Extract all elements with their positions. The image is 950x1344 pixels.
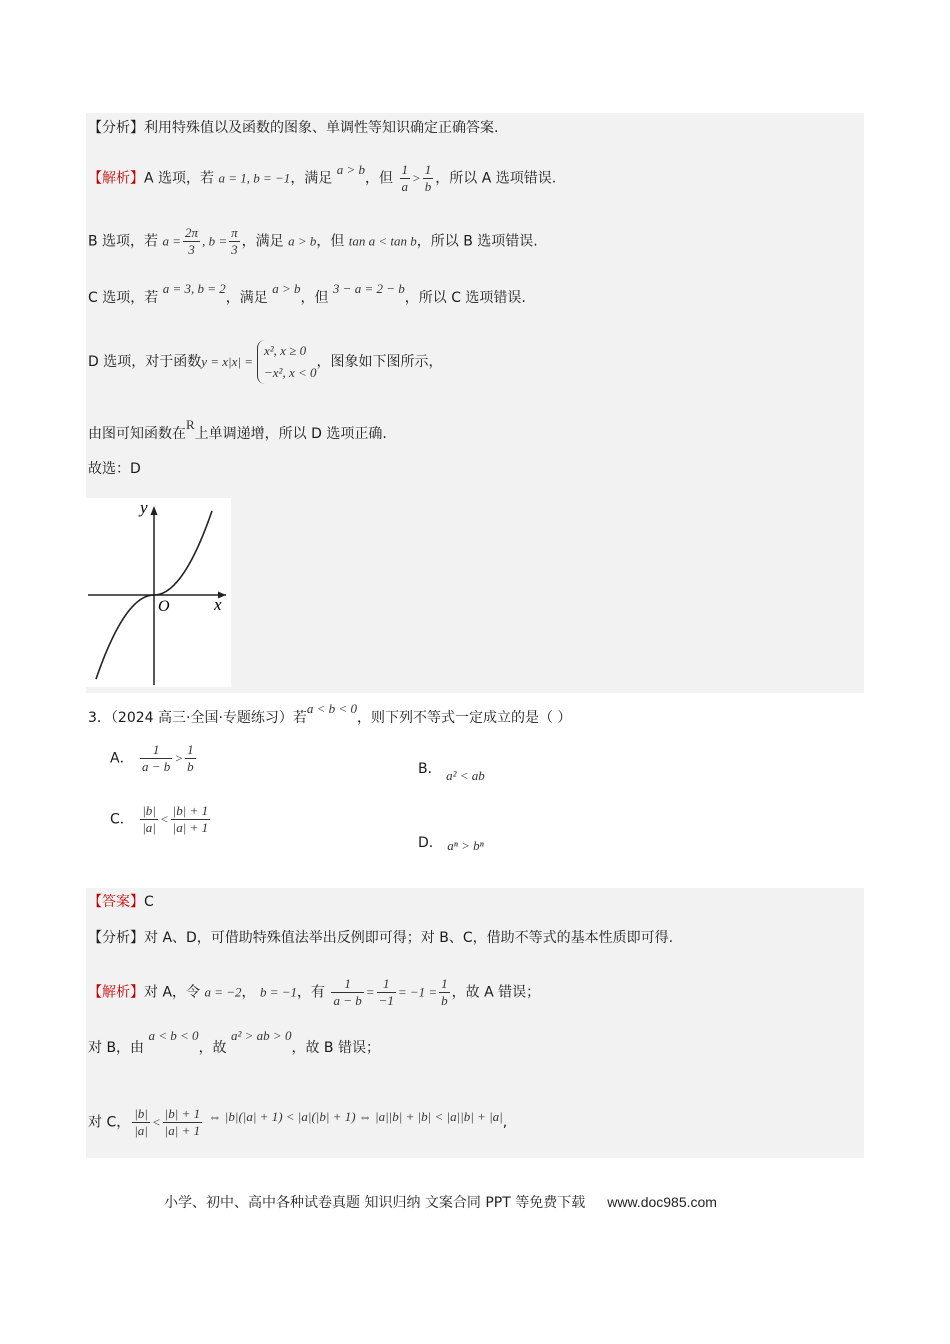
option-c[interactable]: C． $\frac{|b|}{|a|}$ < $\frac{|b| + 1}{|a| + 1}$ [110, 803, 209, 835]
analysis-text: 对 A、D，可借助特殊值法举出反例即可得；对 B、C，借助不等式的基本性质即可得. [144, 930, 674, 946]
origin-label: O [158, 598, 170, 615]
graph-background [86, 498, 231, 687]
y-axis-label: y [140, 498, 148, 517]
monotonic-conclusion: 由图可知函数在R上单调递增，所以 D 选项正确. [88, 417, 387, 442]
math-expr: a² < ab [446, 768, 485, 783]
math-expr: y = x|x| = [201, 354, 253, 369]
fraction: $\frac{|b|}{|a|}$ [134, 1106, 148, 1138]
page-footer [164, 1192, 717, 1212]
analysis-line-2 [88, 928, 673, 948]
jiexi-tag: 【解析】 [88, 984, 144, 1001]
piecewise-cases: x², x ≥ 0 −x², x < 0 [257, 340, 316, 384]
function-graph [86, 498, 231, 687]
footer-text: 小学、初中、高中各种试卷真题 知识归纳 文案合同 PPT 等免费下载 [164, 1195, 586, 1211]
fraction: $\frac{1}{a - b}$ [333, 976, 362, 1008]
fraction: $\frac{|b|}{|a|}$ [142, 803, 156, 835]
fraction: $\frac{1}{b}$ [441, 976, 448, 1008]
solution-option-c: C 选项，若 a = 3, b = 2，满足 a > b，但 3 − a = 2 − b，所以 C 选项错误. [88, 281, 526, 306]
fraction: $\frac{1}{b}$ [424, 162, 432, 194]
option-b[interactable]: B． a² < ab [418, 761, 485, 783]
choice-line: 故选：D [88, 461, 141, 477]
math-expr: a = 1, b = −1 [218, 170, 291, 186]
math-expr: 3 − a = 2 − b [332, 281, 405, 296]
math-expr: tan a < tan b [348, 233, 417, 249]
footer-url[interactable]: www.doc985.com [607, 1194, 717, 1210]
math-expr: ⇔ |b|(|a| + 1) < |a|(|b| + 1) ⇔ |a||b| + |b| < |a||b| + |a| [208, 1108, 503, 1124]
solution-option-a: 【解析】A 选项，若 a = 1, b = −1，满足 a > b，但 $\frac{1}{a}$ > $\frac{1}{b}$ ，所以 A 选项错误. [88, 161, 557, 194]
analysis-tag: 【分析】 [88, 120, 144, 136]
x-axis-label: x [214, 595, 222, 614]
math-expr: a = −2 [204, 984, 242, 1000]
solution-2-b: 对 B，由 a < b < 0，故 a² > ab > 0，故 B 错误； [88, 1028, 380, 1056]
answer-value: C [144, 894, 154, 910]
math-expr: b = −1 [259, 984, 298, 1000]
solution-option-b: B 选项，若 a = $\frac{2\pi}{3}$ , b = $\frac{\pi}{3}$ ，满足 a > b，但 tan a < tan b，所以 B 选项错误. [88, 225, 538, 257]
math-expr: a² > ab > 0 [231, 1028, 292, 1043]
math-expr: a < b < 0 [148, 1028, 199, 1043]
fraction: $\frac{1}{a - b}$ [142, 742, 171, 774]
analysis-tag: 【分析】 [88, 930, 144, 946]
fraction: $\frac{1}{a}$ [401, 162, 408, 194]
math-expr: aⁿ > bⁿ [447, 838, 484, 853]
math-expr: a = 3, b = 2 [162, 281, 226, 296]
math-expr: R [186, 417, 195, 432]
analysis-text: 利用特殊值以及函数的图象、单调性等知识确定正确答案. [144, 120, 499, 136]
fraction: $\frac{\pi}{3}$ [231, 225, 238, 257]
answer-line [88, 892, 154, 912]
jiexi-tag: 【解析】 [88, 170, 144, 187]
fraction: $\frac{1}{-1}$ [378, 976, 394, 1008]
answer-tag: 【答案】 [88, 894, 144, 910]
question-text: ，则下列不等式一定成立的是（ ） [356, 710, 572, 726]
question-source: （2024 高三·全国·专题练习）若 [110, 710, 307, 726]
solution-2-c: 对 C， $\frac{|b|}{|a|}$ < $\frac{|b| + 1}{|a| + 1}$ ⇔ |b|(|a| + 1) < |a|(|b| + 1) ⇔ |a||b| + |b| < |a||b| + |a|, [88, 1106, 508, 1138]
fraction: $\frac{2\pi}{3}$ [185, 225, 199, 257]
math-expr: a > b [272, 281, 301, 296]
math-expr: a < b < 0 [306, 701, 357, 716]
analysis-line-1 [88, 118, 498, 138]
question-number: 3． [88, 710, 111, 726]
fraction: $\frac{|b| + 1}{|a| + 1}$ [172, 803, 209, 835]
solution-option-d: D 选项，对于函数y = x|x| = x², x ≥ 0 −x², x < 0 ，图象如下图所示， [88, 340, 442, 384]
math-expr: a > b [336, 161, 366, 177]
fraction: $\frac{1}{b}$ [187, 742, 194, 774]
option-a[interactable]: A． $\frac{1}{a - b}$ > $\frac{1}{b}$ [110, 742, 194, 774]
math-expr: a = [162, 233, 182, 249]
question-3-stem [88, 701, 572, 728]
option-d[interactable]: D． aⁿ > bⁿ [418, 835, 484, 853]
fraction: $\frac{|b| + 1}{|a| + 1}$ [164, 1106, 201, 1138]
solution-2-a: 【解析】对 A，令 a = −2， b = −1，有 $\frac{1}{a - b}$ = $\frac{1}{-1}$ = −1 = $\frac{1}{b}$ ，故 A 错误； [88, 976, 541, 1008]
math-expr: a > b [288, 233, 317, 249]
